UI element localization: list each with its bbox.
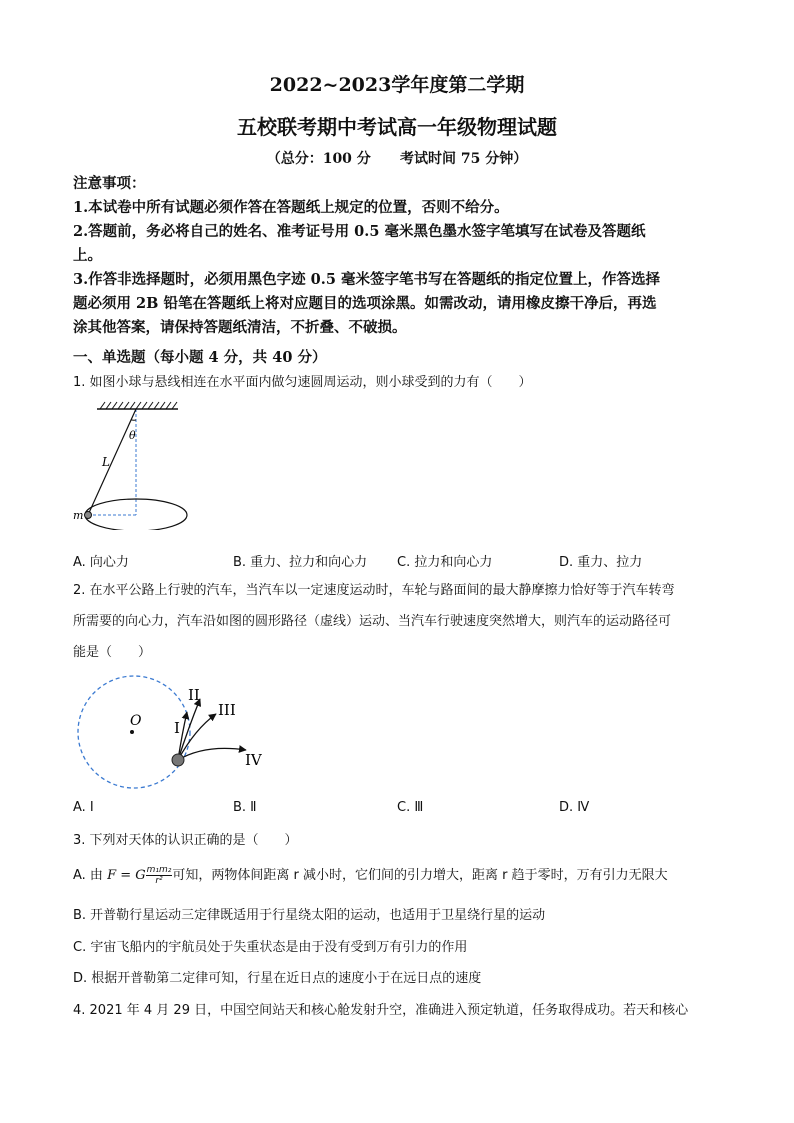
- question-2-stem: [73, 575, 723, 668]
- question-3-option-c[interactable]: C. 宇宙飞船内的宇航员处于失重状态是由于没有受到万有引力的作用: [73, 940, 468, 955]
- option-c[interactable]: C. Ⅲ: [397, 800, 424, 815]
- option-d[interactable]: D. 重力、拉力: [559, 555, 643, 570]
- theta-label: θ: [129, 429, 136, 442]
- path-III-label: III: [218, 701, 236, 719]
- notes-line: 涂其他答案，请保持答题纸清洁，不折叠、不破损。: [73, 319, 407, 336]
- option-c[interactable]: C. 拉力和向心力: [397, 555, 493, 570]
- question-2-line: 所需要的向心力，汽车沿如图的圆形路径（虚线）运动、当汽车行驶速度突然增大，则汽车的运动路径可: [73, 614, 672, 629]
- exam-info: （总分：100 分 考试时间 75 分钟）: [266, 151, 528, 167]
- formula-numerator: m₁m₂: [146, 865, 172, 875]
- question-3-option-a[interactable]: [73, 864, 753, 886]
- question-2-options: [73, 800, 723, 824]
- path-I-label: I: [174, 719, 180, 737]
- ball-icon: [85, 512, 92, 519]
- path-II: [178, 699, 200, 760]
- formula-lhs: F = G: [107, 868, 146, 883]
- term-title: 2022~2023学年度第二学期: [269, 74, 525, 96]
- notes-line: 1.本试卷中所有试题必须作答在答题纸上规定的位置，否则不给分。: [73, 199, 509, 216]
- question-3-option-b[interactable]: B. 开普勒行星运动三定律既适用于行星绕太阳的运动，也适用于卫星绕行星的运动: [73, 908, 546, 923]
- center-label: O: [130, 713, 142, 729]
- length-label: L: [102, 455, 110, 469]
- question-1-stem: 1. 如图小球与悬线相连在水平面内做匀速圆周运动，则小球受到的力有（ ）: [73, 375, 532, 390]
- conical-pendulum-figure: [70, 400, 200, 530]
- exam-title: 五校联考期中考试高一年级物理试题: [237, 115, 557, 139]
- notes-line: 上。: [73, 247, 102, 264]
- path-II-label: II: [188, 686, 200, 704]
- option-b[interactable]: B. Ⅱ: [233, 800, 257, 815]
- formula-fraction: [146, 865, 173, 886]
- notes-line: 3.作答非选择题时，必须用黑色字迹 0.5 毫米签字笔书写在答题纸的指定位置上，作答选择: [73, 271, 660, 288]
- notes-line: 题必须用 2B 铅笔在答题纸上将对应题目的选项涂黑。如需改动，请用橡皮擦干净后，再选: [73, 295, 657, 312]
- mass-label: m: [73, 509, 84, 522]
- question-1-options: [73, 551, 723, 575]
- notes-line: 2.答题前，务必将自己的姓名、准考证号用 0.5 毫米黑色墨水签字笔填写在试卷及答题纸: [73, 223, 646, 240]
- path-III: [178, 714, 216, 760]
- question-4-stem: 4. 2021 年 4 月 29 日，中国空间站天和核心舱发射升空，准确进入预定轨道，任务取得成功。若天和核心: [73, 1003, 689, 1018]
- question-3-option-d[interactable]: D. 根据开普勒第二定律可知，行星在近日点的速度小于在远日点的速度: [73, 971, 482, 986]
- option-a-suffix: 可知，两物体间距离 r 减小时，它们间的引力增大，距离 r 趋于零时，万有引力无限大: [172, 868, 668, 883]
- notes-heading: 注意事项：: [73, 175, 146, 192]
- car-icon: [172, 754, 184, 766]
- option-b[interactable]: B. 重力、拉力和向心力: [233, 555, 368, 570]
- notes-block: [73, 172, 723, 340]
- option-a-prefix: A. 由: [73, 868, 103, 883]
- option-d[interactable]: D. Ⅳ: [559, 800, 590, 815]
- question-3-stem: 3. 下列对天体的认识正确的是（ ）: [73, 833, 298, 848]
- option-a[interactable]: A. Ⅰ: [73, 800, 94, 815]
- formula-denominator: r²: [155, 876, 163, 886]
- path-IV: [178, 748, 246, 760]
- ceiling-hatch: [100, 402, 177, 409]
- section-title: 一、单选题（每小题 4 分，共 40 分）: [73, 349, 327, 366]
- option-a[interactable]: A. 向心力: [73, 555, 129, 570]
- path-IV-label: IV: [245, 751, 262, 769]
- center-dot: [130, 730, 134, 734]
- circular-path-figure: [70, 674, 280, 794]
- question-2-line: 能是（ ）: [73, 645, 152, 660]
- question-2-line: 2. 在水平公路上行驶的汽车，当汽车以一定速度运动时，车轮与路面间的最大静摩擦力恰好等于汽车转弯: [73, 583, 675, 598]
